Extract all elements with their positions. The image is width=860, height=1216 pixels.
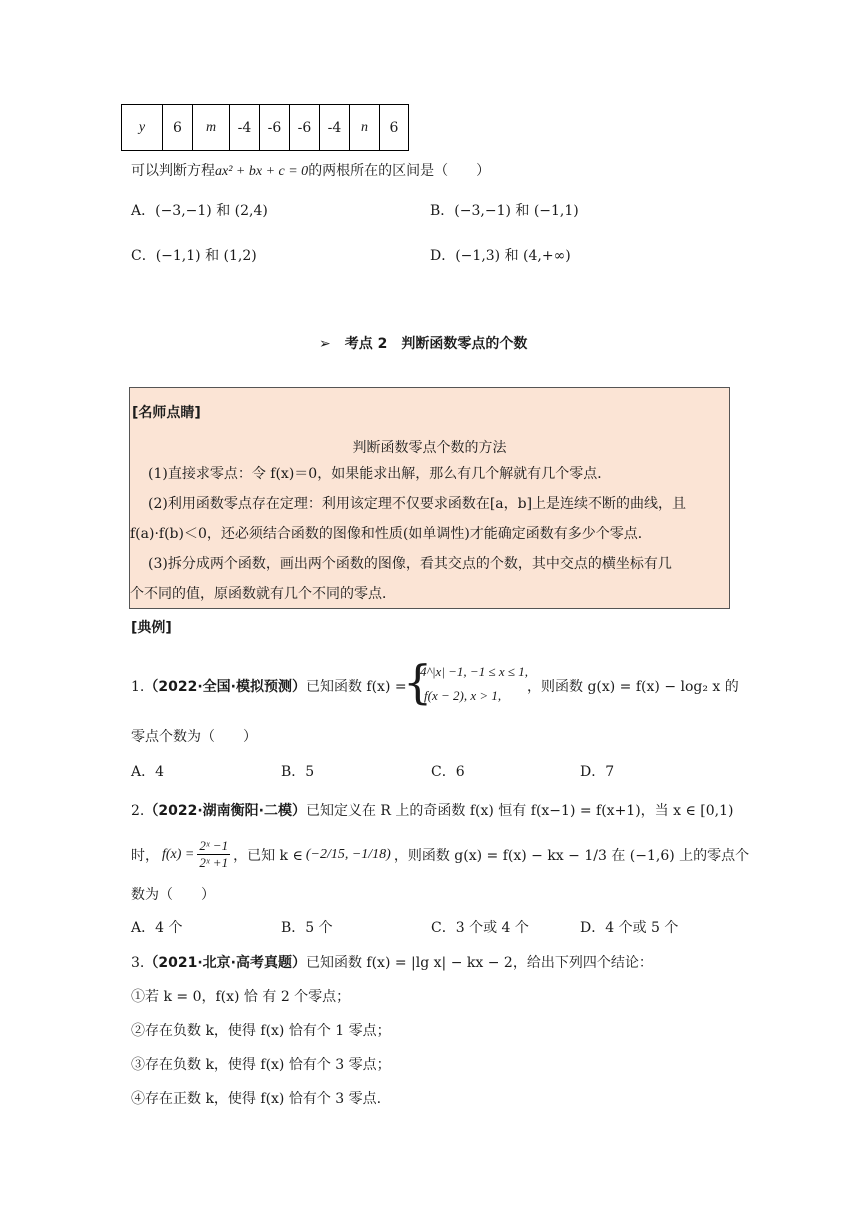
q2-option-c: C．3 个或 4 个 xyxy=(431,920,529,936)
q1-case-1: 4^|x| −1, −1 ≤ x ≤ 1, xyxy=(420,664,528,679)
q1-lead: 1.（2022·全国·模拟预测）已知函数 f(x) = xyxy=(131,679,407,695)
q2-line-2: 时， f(x) = $\frac{\text{2ˣ −1}}{\text{2ˣ +1}}$ ，已知 k ∈ (−2/15, −1/18) ，则函数 g(x) = f(x) − kx − 1/3 在 (−1,6) 上的零点个 xyxy=(131,838,750,870)
q3-lead: 3.（2021·北京·高考真题）已知函数 f(x) = |lg x| − kx − 2，给出下列四个结论： xyxy=(131,955,653,971)
option-d: D．(−1,3) 和 (4,+∞) xyxy=(430,248,571,264)
q2-line-3: 数为（ ） xyxy=(131,887,215,903)
tip-label: [名师点睛] xyxy=(132,405,201,421)
q1-option-c: C．6 xyxy=(431,764,465,780)
value-table xyxy=(121,104,409,151)
option-a: A．(−3,−1) 和 (2,4) xyxy=(131,203,268,219)
q3-item-4: ④存在正数 k，使得 f(x) 恰有个 3 零点. xyxy=(131,1091,382,1107)
q2-option-b: B．5 个 xyxy=(281,920,333,936)
table-cell: 6 xyxy=(380,105,409,151)
tip-box xyxy=(129,387,730,609)
option-c: C．(−1,1) 和 (1,2) xyxy=(131,248,257,264)
table-cell: -4 xyxy=(230,105,260,151)
table-cell: 6 xyxy=(163,105,193,151)
tip-title: 判断函数零点个数的方法 xyxy=(352,440,507,456)
q2-option-a: A．4 个 xyxy=(131,920,183,936)
tip-paragraph-2b: f(a)·f(b)＜0，还必须结合函数的图像和性质(如单调性)才能确定函数有多少个零点． xyxy=(130,526,652,542)
tip-paragraph-3b: 个不同的值，原函数就有几个不同的零点． xyxy=(130,586,396,602)
q1-option-b: B．5 xyxy=(281,764,315,780)
table-cell: y xyxy=(122,105,163,151)
q2-line-1: 2.（2022·湖南衡阳·二模）已知定义在 R 上的奇函数 f(x) 恒有 f(x−1) = f(x+1)，当 x ∈ [0,1) xyxy=(131,803,734,819)
q1-brace: { xyxy=(403,655,433,709)
tip-paragraph-2a: (2)利用函数零点存在定理：利用该定理不仅要求函数在[a，b]上是连续不断的曲线，且 xyxy=(148,496,687,512)
table-cell: -6 xyxy=(290,105,320,151)
tip-paragraph-3a: (3)拆分成两个函数，画出两个函数的图像，看其交点的个数，其中交点的横坐标有几 xyxy=(148,556,672,572)
section-heading: ➢ 考点 2 判断函数零点的个数 xyxy=(319,336,528,352)
q3-item-3: ③存在负数 k，使得 f(x) 恰有个 3 零点； xyxy=(131,1057,391,1073)
q1-case-2: f(x − 2), x > 1, xyxy=(424,688,502,703)
table-cell: m xyxy=(193,105,230,151)
q1-line-2: 零点个数为（ ） xyxy=(131,729,257,745)
table-cell: n xyxy=(350,105,380,151)
table-cell: -6 xyxy=(260,105,290,151)
q1-option-d: D．7 xyxy=(580,764,615,780)
intro-question: 可以判断方程ax² + bx + c = 0的两根所在的区间是（ ） xyxy=(131,163,491,179)
q1-option-a: A．4 xyxy=(131,764,165,780)
example-label: [典例] xyxy=(131,620,172,636)
q3-item-2: ②存在负数 k，使得 f(x) 恰有个 1 零点； xyxy=(131,1023,391,1039)
tip-paragraph-1: (1)直接求零点：令 f(x)＝0，如果能求出解，那么有几个解就有几个零点． xyxy=(148,466,612,482)
option-b: B．(−3,−1) 和 (−1,1) xyxy=(430,203,579,219)
q2-option-d: D．4 个或 5 个 xyxy=(580,920,679,936)
q3-item-1: ①若 k = 0，f(x) 恰 有 2 个零点； xyxy=(131,989,351,1005)
q2-fraction: $\frac{\text{2ˣ −1}}{\text{2ˣ +1}}$ xyxy=(199,838,229,870)
q1-tail: ，则函数 g(x) = f(x) − log₂ x 的 xyxy=(527,679,739,695)
table-cell: -4 xyxy=(320,105,350,151)
